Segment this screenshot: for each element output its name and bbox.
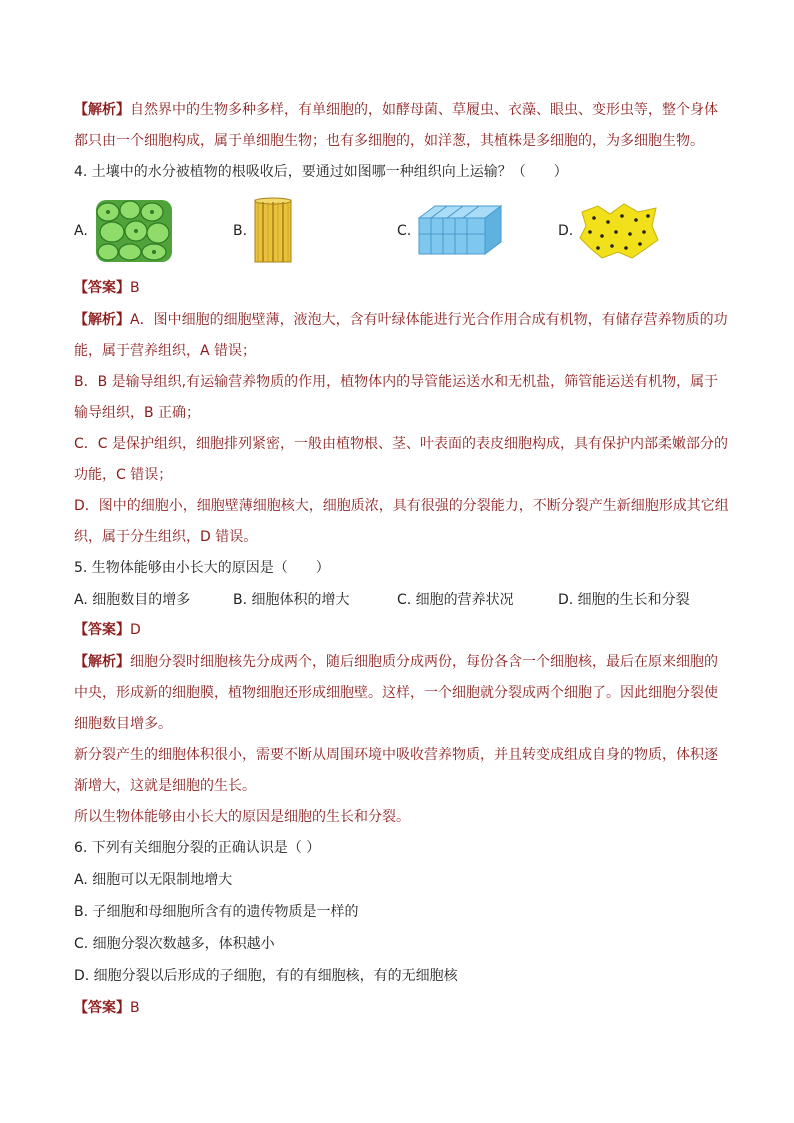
q5-option-a: A. 细胞数目的增多 [74,592,191,608]
q3-analysis-line-2: 都只由一个细胞构成，属于单细胞生物；也有多细胞的，如洋葱，其植株是多细胞的，为多细胞生物。 [74,133,704,149]
q6-option-a: A. 细胞可以无限制地增大 [74,872,233,888]
q4-analysis-c-2: 功能，C 错误； [74,467,173,483]
conducting-tissue-icon [253,196,293,264]
q5-option-d: D. 细胞的生长和分裂 [558,592,690,608]
answer-tag: 【答案】 [74,622,130,638]
q5-analysis-line-5: 渐增大，这就是细胞的生长。 [74,778,256,794]
answer-tag: 【答案】 [74,280,130,296]
answer-value: B [130,280,140,296]
q6-option-b: B. 子细胞和母细胞所含有的遗传物质是一样的 [74,904,359,920]
q5-option-c: C. 细胞的营养状况 [397,592,514,608]
analysis-tag: 【解析】 [74,654,130,670]
q4-option-d-label: D. [558,223,574,239]
q5-stem: 5. 生物体能够由小长大的原因是（ ） [74,560,330,576]
q6-option-d: D. 细胞分裂以后形成的子细胞，有的有细胞核，有的无细胞核 [74,968,458,984]
answer-tag: 【答案】 [74,1000,130,1016]
q4-analysis-b-2: 输导组织，B 正确； [74,405,201,421]
analysis-text: 细胞分裂时细胞核先分成两个，随后细胞质分成两份，每份各含一个细胞核，最后在原来细胞的 [130,654,718,670]
q4-option-c-label: C. [397,223,412,239]
q5-analysis-line-3: 细胞数目增多。 [74,716,172,732]
q5-option-b: B. 细胞体积的增大 [233,592,350,608]
q4-analysis-b-1: B．B 是输导组织,有运输营养物质的作用，植物体内的导管能运送水和无机盐，筛管能运送有机物，属于 [74,374,719,390]
q4-analysis-d-2: 织，属于分生组织，D 错误。 [74,529,258,545]
meristem-tissue-icon [578,202,660,260]
analysis-text: A．图中细胞的细胞壁薄，液泡大，含有叶绿体能进行光合作用合成有机物，有储存营养物质的功 [130,312,728,328]
q4-analysis-a-1 [74,310,734,330]
q4-stem: 4. 土壤中的水分被植物的根吸收后，要通过如图哪一种组织向上运输？（ ） [74,164,568,180]
answer-value: B [130,1000,140,1016]
protective-tissue-icon [417,204,503,256]
analysis-tag: 【解析】 [74,312,130,328]
q4-answer [74,278,734,298]
q4-option-b-label: B. [233,223,248,239]
q4-option-a-label: A. [74,223,88,239]
q5-analysis-line-4: 新分裂产生的细胞体积很小，需要不断从周围环境中吸收营养物质，并且转变成组成自身的物质，体积逐 [74,747,718,763]
q5-analysis-line-1 [74,652,734,672]
q6-stem: 6. 下列有关细胞分裂的正确认识是（ ） [74,840,321,856]
q5-analysis-line-6: 所以生物体能够由小长大的原因是细胞的生长和分裂。 [74,809,410,825]
analysis-text: 自然界中的生物多种多样，有单细胞的，如酵母菌、草履虫、衣藻、眼虫、变形虫等，整个身体 [130,102,718,118]
analysis-tag: 【解析】 [74,102,130,118]
parenchyma-tissue-icon [94,198,174,264]
q4-analysis-a-2: 能，属于营养组织，A 错误； [74,343,257,359]
q5-analysis-line-2: 中央，形成新的细胞膜，植物细胞还形成细胞壁。这样，一个细胞就分裂成两个细胞了。因此细胞分裂使 [74,685,718,701]
q5-answer [74,620,734,640]
answer-value: D [130,622,141,638]
q6-option-c: C. 细胞分裂次数越多，体积越小 [74,936,275,952]
q6-answer [74,998,734,1018]
q4-analysis-d-1: D．图中的细胞小，细胞壁薄细胞核大，细胞质浓，具有很强的分裂能力，不断分裂产生新细胞形成其它组 [74,498,729,514]
q4-analysis-c-1: C．C 是保护组织，细胞排列紧密，一般由植物根、茎、叶表面的表皮细胞构成，具有保护内部柔嫩部分的 [74,436,728,452]
q3-analysis-line-1 [74,100,734,120]
